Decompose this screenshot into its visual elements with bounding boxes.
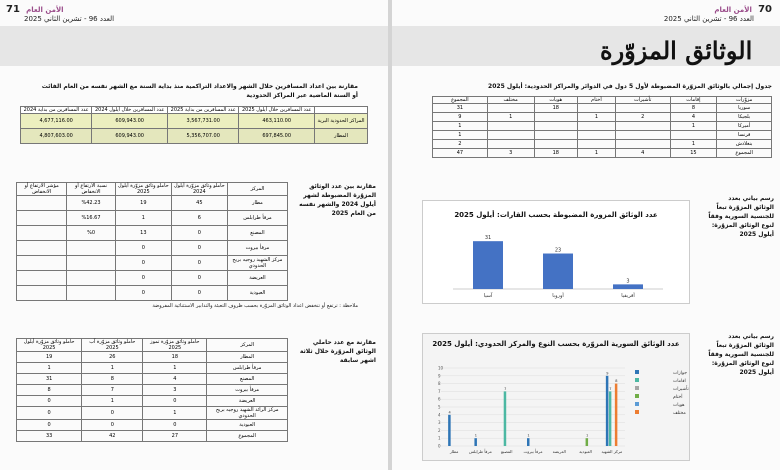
- compare-note: ملاحظة : ترتفع أو تنخفض اعداد الوثائق المزوّرة بحسب ظروف التعبئة والتدابير الاستثنائية المفروضة: [152, 303, 358, 309]
- table-cell: مرفأ طرابلس: [227, 211, 287, 226]
- col-header: حاملو وثائق مزوّرة أيلول 2025: [17, 339, 82, 352]
- table-cell: [615, 131, 670, 140]
- table-cell: 0: [17, 420, 82, 431]
- table-cell: [487, 104, 534, 113]
- bar: [473, 241, 503, 289]
- right-header: [664, 4, 772, 26]
- bar: [613, 284, 643, 289]
- table-cell: 463,110.00: [239, 114, 315, 129]
- tick-label: المصنع: [500, 449, 513, 454]
- table-cell: 3,567,731.00: [168, 114, 239, 129]
- legend-entry: تأشيرات: [673, 387, 689, 392]
- table-row: [17, 352, 288, 363]
- tick-label: العبودية: [579, 449, 592, 454]
- col-header: نسبة الارتفاع أو الانخفاض: [67, 183, 116, 196]
- legend-swatch: [635, 386, 639, 390]
- table-header-row: [21, 107, 368, 114]
- table-cell: 0: [115, 271, 171, 286]
- table-row: [17, 271, 288, 286]
- table-cell: [487, 122, 534, 131]
- data-label: 4: [448, 410, 451, 415]
- table-cell: المجموع: [207, 431, 288, 442]
- magazine-name-right: الأمن العام: [714, 6, 752, 14]
- table-cell: فرنسا: [717, 131, 772, 140]
- table-cell: 609,943.00: [92, 114, 168, 129]
- data-label: 7: [609, 386, 612, 391]
- table-cell: 2: [615, 113, 670, 122]
- table-cell: مرفأ بيروت: [227, 241, 287, 256]
- table-cell: 8: [670, 104, 717, 113]
- issue-right: العدد 96 - تشرين الثاني 2025: [663, 15, 754, 23]
- table-cell: [670, 131, 717, 140]
- table-cell: 1: [670, 122, 717, 131]
- travelers-table: [20, 106, 368, 144]
- bar: [609, 391, 612, 446]
- table-cell: [615, 104, 670, 113]
- chart2-side-text: رسم بياني بعدد الوثائق المزوّرة تبعاً للجنسية السورية وفقاً لنوع الوثائق المزوّرة: أيلول 2025: [708, 333, 774, 376]
- table-cell: [577, 122, 615, 131]
- y-tick-label: 9: [438, 373, 441, 379]
- table-cell: [67, 286, 116, 301]
- table-cell: العريضة: [227, 271, 287, 286]
- tick-label: مطار: [449, 449, 459, 454]
- table-header-row: [17, 183, 288, 196]
- table-cell: 47: [433, 149, 488, 158]
- table-row: [17, 420, 288, 431]
- table-cell: 8: [82, 374, 143, 385]
- col-header: حاملو وثائق مزوّرة آب 2025: [82, 339, 143, 352]
- table-cell: 1: [577, 149, 615, 158]
- table-cell: [534, 122, 577, 131]
- table-cell: 0: [17, 407, 82, 420]
- table-cell: 13: [115, 226, 171, 241]
- data-label: 1: [474, 433, 478, 438]
- legend-entry: جوازات: [673, 371, 688, 376]
- tick-label: مرفأ بيروت: [523, 449, 543, 454]
- tick-label: أوروبا: [552, 293, 564, 299]
- table-row: [17, 256, 288, 271]
- table-row: [433, 149, 772, 158]
- table-cell: 0: [143, 420, 207, 431]
- table-row: [433, 122, 772, 131]
- table-cell: مرفأ بيروت: [207, 385, 288, 396]
- table-cell: 6: [171, 211, 227, 226]
- legend-entry: أختام: [673, 395, 683, 400]
- col-header: عدد المسافرين خلال أيلول 2024: [92, 107, 168, 114]
- table-cell: 1: [115, 211, 171, 226]
- table-cell: 1: [577, 113, 615, 122]
- col-header: عدد المسافرين خلال أيلول 2025: [239, 107, 315, 114]
- table-row: [433, 140, 772, 149]
- legend-entry: هويات: [673, 403, 685, 408]
- table-cell: المراكز الحدودية البرية: [315, 114, 368, 129]
- table-row: [21, 129, 368, 144]
- data-label: 8: [615, 379, 618, 384]
- forged-docs-main-table: [432, 96, 772, 158]
- table-cell: 19: [17, 352, 82, 363]
- table-cell: [577, 131, 615, 140]
- y-tick-label: 1: [438, 435, 441, 441]
- table-cell: مطار: [227, 196, 287, 211]
- data-label: 9: [606, 371, 609, 376]
- table-cell: %16.67: [67, 211, 116, 226]
- table-cell: 18: [534, 149, 577, 158]
- issue-left: العدد 96 - تشرين الثاني 2025: [24, 15, 115, 23]
- col-header: إقامات: [670, 97, 717, 104]
- table-cell: 4,677,116.00: [21, 114, 92, 129]
- bar: [543, 254, 573, 289]
- table-cell: 0: [143, 396, 207, 407]
- table-cell: [577, 140, 615, 149]
- page-number-left: 71: [6, 4, 20, 15]
- tick-label: مركز الشهيد: [601, 449, 623, 454]
- table-cell: 1: [17, 363, 82, 374]
- legend-entry: مختلف: [673, 411, 686, 416]
- table-cell: 4: [143, 374, 207, 385]
- table-cell: المجموع: [717, 149, 772, 158]
- tick-label: آسيا: [483, 293, 493, 299]
- table-cell: 4,807,603.00: [21, 129, 92, 144]
- col-header: المجموع: [433, 97, 488, 104]
- table-cell: %0: [67, 226, 116, 241]
- table-cell: [534, 131, 577, 140]
- table-row: [17, 211, 288, 226]
- chart2-canvas: [423, 334, 689, 460]
- table-row: [433, 104, 772, 113]
- data-label: 23: [554, 247, 562, 254]
- table-cell: 18: [534, 104, 577, 113]
- chart1-side-text: رسم بياني بعدد الوثائق المزوّرة تبعاً للجنسية السورية وفقاً لنوع الوثائق المزوّرة: أيلول 2025: [708, 195, 774, 238]
- table-cell: المطار: [207, 352, 288, 363]
- table-row: [17, 385, 288, 396]
- table-row: [17, 431, 288, 442]
- table-cell: 18: [143, 352, 207, 363]
- table-cell: 4: [615, 149, 670, 158]
- table-cell: 26: [82, 352, 143, 363]
- table-cell: العبودية: [207, 420, 288, 431]
- table-cell: المصنع: [207, 374, 288, 385]
- col-header: حاملو وثائق مزوّرة تموز 2025: [143, 339, 207, 352]
- table-cell: 33: [17, 431, 82, 442]
- table-row: [17, 226, 288, 241]
- table-cell: 27: [143, 431, 207, 442]
- tick-label: أفريقيا: [621, 293, 635, 299]
- y-tick-label: 6: [438, 396, 441, 402]
- table-header-row: [433, 97, 772, 104]
- legend-entry: اقامات: [673, 379, 686, 384]
- page-number-right: 70: [758, 4, 772, 15]
- legend-swatch: [635, 378, 639, 382]
- main-table-caption: جدول إجمالي بالوثائق المزوّرة المضبوطة لأول 5 دول في الدوائر والمراكز الحدودية: أيلول 2025: [488, 83, 772, 90]
- col-header: تأشيرات: [615, 97, 670, 104]
- y-tick-label: 3: [438, 420, 441, 426]
- bar: [504, 391, 507, 446]
- table-row: [433, 113, 772, 122]
- travel-caption: مقارنة بين اعداد المسافرين خلال الشهر والاعداد التراكمية منذ بداية السنة مع الشهر نفسه من العام الفائت أو السنة الماضية عبر المراكز الحدودية: [41, 83, 358, 99]
- table-cell: [615, 140, 670, 149]
- table-cell: العبودية: [227, 286, 287, 301]
- chart2-title: عدد الوثائق السورية المزوّرة بحسب النوع والمركز الحدودي: أيلول 2025: [432, 340, 680, 348]
- data-label: 1: [585, 433, 589, 438]
- table-cell: سوريا: [717, 104, 772, 113]
- magazine-name-left: الأمن العام: [26, 6, 64, 14]
- y-tick-label: 7: [438, 388, 441, 394]
- table-row: [17, 396, 288, 407]
- table-cell: [67, 241, 116, 256]
- compare-table: [16, 182, 288, 301]
- table-cell: 8: [17, 385, 82, 396]
- table-cell: 0: [171, 286, 227, 301]
- data-label: 1: [527, 433, 530, 438]
- bar: [448, 415, 451, 446]
- table-cell: مرفأ طرابلس: [207, 363, 288, 374]
- data-label: 7: [504, 386, 507, 391]
- table-cell: [615, 122, 670, 131]
- table-cell: مركز الرائد الشهيد روجيه بريح الحدودي: [207, 407, 288, 420]
- table-cell: 45: [171, 196, 227, 211]
- table-cell: 31: [433, 104, 488, 113]
- table-cell: 1: [82, 396, 143, 407]
- compare-caption: مقارنة بين عدد الوثائق المزوّرة المضبوطة لشهر أيلول 2024 والشهر نفسه من العام 2025: [299, 183, 376, 217]
- table-cell: [534, 140, 577, 149]
- table-cell: 1: [670, 140, 717, 149]
- table-cell: 3: [487, 149, 534, 158]
- months-table: [16, 338, 288, 442]
- table-cell: 1: [143, 407, 207, 420]
- table-cell: 0: [115, 256, 171, 271]
- bar: [606, 376, 612, 446]
- syrian-docs-bar-chart: [422, 333, 690, 461]
- table-cell: [17, 271, 67, 286]
- table-row: [17, 363, 288, 374]
- y-tick-label: 8: [438, 381, 441, 387]
- table-cell: 2: [433, 140, 488, 149]
- table-cell: 0: [82, 407, 143, 420]
- table-cell: 609,943.00: [92, 129, 168, 144]
- table-cell: [17, 256, 67, 271]
- table-cell: %42.23: [67, 196, 116, 211]
- legend-swatch: [635, 394, 639, 398]
- table-cell: 31: [17, 374, 82, 385]
- table-cell: 0: [171, 256, 227, 271]
- chart1-canvas: [423, 201, 689, 303]
- table-cell: 0: [171, 271, 227, 286]
- data-label: 31: [484, 235, 492, 242]
- legend-swatch: [635, 370, 639, 374]
- col-header: حاملو وثائق مزوّرة أيلول 2024: [171, 183, 227, 196]
- table-cell: 4: [670, 113, 717, 122]
- legend-swatch: [635, 410, 639, 414]
- col-header: مزوّرات: [717, 97, 772, 104]
- table-cell: [487, 131, 534, 140]
- table-cell: [67, 271, 116, 286]
- left-header: [6, 4, 114, 26]
- table-row: [17, 286, 288, 301]
- table-row: [433, 131, 772, 140]
- col-header: المركز: [227, 183, 287, 196]
- table-cell: [577, 104, 615, 113]
- data-label: 3: [626, 278, 630, 285]
- table-cell: 0: [115, 286, 171, 301]
- y-tick-label: 4: [438, 412, 441, 418]
- table-row: [17, 407, 288, 420]
- table-row: [21, 114, 368, 129]
- table-cell: 5,356,707.00: [168, 129, 239, 144]
- table-cell: بنغلادش: [717, 140, 772, 149]
- months-caption: مقارنة مع عدد حاملي الوثائق المزوّرة خلال ثلاثة اشهر سابقة: [299, 339, 376, 364]
- table-cell: أميركا: [717, 122, 772, 131]
- table-cell: المطار: [315, 129, 368, 144]
- col-header: أختام: [577, 97, 615, 104]
- col-header: عدد المسافرين من بداية 2024: [21, 107, 92, 114]
- bar: [474, 438, 477, 446]
- table-cell: [17, 226, 67, 241]
- bar: [615, 384, 618, 446]
- right-page: [392, 0, 780, 470]
- table-cell: 0: [171, 226, 227, 241]
- table-cell: 0: [17, 396, 82, 407]
- y-tick-label: 0: [438, 443, 441, 449]
- table-cell: المصنع: [227, 226, 287, 241]
- table-cell: [534, 113, 577, 122]
- table-cell: 697,845.00: [239, 129, 315, 144]
- col-header: عدد المسافرين من بداية 2025: [168, 107, 239, 114]
- table-row: [17, 374, 288, 385]
- table-cell: [17, 241, 67, 256]
- y-tick-label: 5: [438, 404, 441, 410]
- table-cell: [487, 140, 534, 149]
- col-header: [315, 107, 368, 114]
- table-cell: [17, 196, 67, 211]
- legend-swatch: [635, 402, 639, 406]
- table-cell: 0: [171, 241, 227, 256]
- col-header: المركز: [207, 339, 288, 352]
- table-header-row: [17, 339, 288, 352]
- col-header: مختلف: [487, 97, 534, 104]
- col-header: مؤشر الارتفاع أو الانخفاض: [17, 183, 67, 196]
- table-cell: 0: [115, 241, 171, 256]
- tick-label: العريضة: [552, 449, 566, 454]
- table-cell: 1: [433, 122, 488, 131]
- table-cell: 7: [82, 385, 143, 396]
- left-page: [0, 0, 388, 470]
- table-cell: 3: [143, 385, 207, 396]
- col-header: هويات: [534, 97, 577, 104]
- header-band-left: [0, 26, 388, 66]
- table-cell: 1: [433, 131, 488, 140]
- tick-label: مرفأ طرابلس: [469, 449, 492, 454]
- col-header: حاملو وثائق مزوّرة أيلول 2025: [115, 183, 171, 196]
- table-cell: [17, 286, 67, 301]
- table-row: [17, 241, 288, 256]
- table-cell: 15: [670, 149, 717, 158]
- y-tick-label: 10: [438, 365, 444, 371]
- table-cell: مركز الشهيد روجيه بريح الحدودي: [227, 256, 287, 271]
- table-cell: العريضة: [207, 396, 288, 407]
- continent-bar-chart: [422, 200, 690, 304]
- table-cell: 9: [433, 113, 488, 122]
- table-cell: 1: [143, 363, 207, 374]
- table-row: [17, 196, 288, 211]
- table-cell: 1: [487, 113, 534, 122]
- table-cell: 19: [115, 196, 171, 211]
- table-cell: 0: [82, 420, 143, 431]
- page-title: الوثائق المزوّرة: [600, 36, 753, 65]
- chart1-title: عدد الوثائق المزورة المضبوطة بحسب القارات: أيلول 2025: [454, 211, 658, 219]
- table-cell: بلجيكا: [717, 113, 772, 122]
- bar: [527, 438, 530, 446]
- bar: [586, 438, 589, 446]
- y-tick-label: 2: [438, 427, 441, 433]
- table-cell: 42: [82, 431, 143, 442]
- table-cell: [17, 211, 67, 226]
- table-cell: [67, 256, 116, 271]
- table-cell: 1: [82, 363, 143, 374]
